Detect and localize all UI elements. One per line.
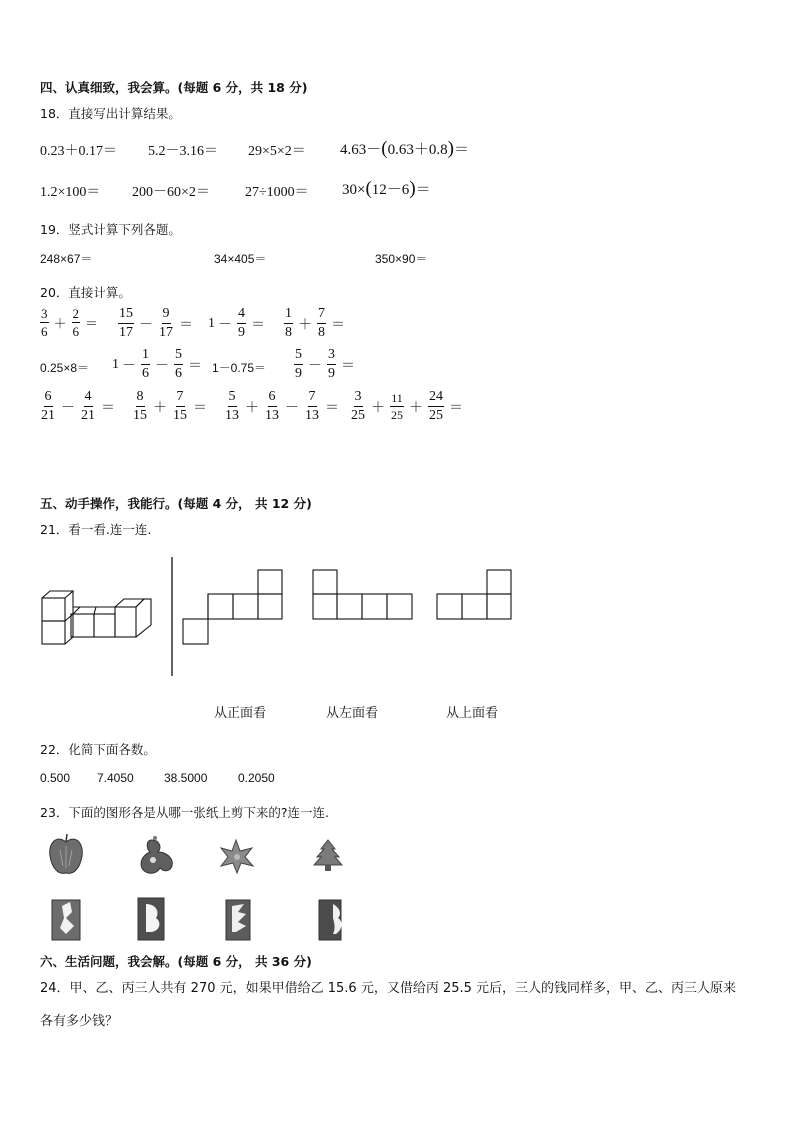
q24-line-1: 24．甲、乙、丙三人共有 270 元，如果甲借给乙 15.6 元，又借给丙 25.5 元后，三人的钱同样多，甲、乙、丙三人原来: [40, 981, 737, 996]
q18-expr-6: 200－60×2＝: [132, 185, 210, 200]
q18-expr-7: 27÷1000＝: [245, 185, 309, 200]
q20-title: 20．直接计算。: [40, 285, 131, 300]
section-6-heading: 六、生活问题，我会解。(每题 6 分， 共 36 分): [40, 954, 312, 969]
q22-number-3: 38.5000: [164, 771, 208, 785]
section-4-heading: 四、认真细致，我会算。(每题 6 分，共 18 分): [40, 80, 308, 95]
q22-number-4: 0.2050: [238, 771, 275, 785]
q19-title: 19．竖式计算下列各题。: [40, 222, 181, 237]
q22-number-1: 0.500: [40, 771, 71, 785]
q20-expr-12: $\frac{3}{25}$ ＋ $\frac{11}{25}$ ＋ $\frac{24}{25}$ ＝: [351, 389, 463, 423]
gourd-icon: [141, 836, 172, 873]
q20-expr-7: 1－0.75＝: [212, 361, 267, 375]
paper-sheet-3: [226, 900, 250, 940]
q20-expr-1: $\frac{3}{6}$ ＋ $\frac{2}{6}$ ＝: [41, 306, 99, 339]
q18-expr-4: 4.63－(0.63＋0.8)＝: [340, 138, 469, 159]
q20-expr-10: $\frac{8}{15}$ ＋ $\frac{7}{15}$ ＝: [133, 389, 207, 423]
q22-number-2: 7.4050: [97, 771, 134, 785]
q18-title: 18．直接写出计算结果。: [40, 106, 181, 121]
paper-sheet-4: [319, 900, 342, 940]
q22-title: 22．化简下面各数。: [40, 742, 156, 757]
view-label-top: 从上面看: [446, 706, 499, 721]
paper-sheet-1: [52, 900, 80, 940]
q24-line-2: 各有多少钱？: [40, 1014, 119, 1029]
q20-expr-6: 1 － $\frac{1}{6}$ － $\frac{5}{6}$ ＝: [112, 347, 202, 381]
q19-item-3: 350×90＝: [375, 252, 428, 266]
q18-expr-8: 30×(12－6)＝: [342, 178, 431, 199]
q18-expr-1: 0.23＋0.17＝: [40, 144, 117, 159]
view-label-front: 从正面看: [214, 706, 267, 721]
q20-expr-11: $\frac{5}{13}$ ＋ $\frac{6}{13}$ － $\frac{7}{13}$ ＝: [225, 389, 339, 423]
tree-icon: [314, 840, 342, 871]
q20-expr-8: $\frac{5}{9}$ － $\frac{3}{9}$ ＝: [295, 347, 355, 381]
q20-expr-2: $\frac{15}{17}$ － $\frac{9}{17}$ ＝: [119, 306, 193, 340]
q23-title: 23．下面的图形各是从哪一张纸上剪下来的?连一连.: [40, 805, 330, 820]
q20-expr-3: 1 － $\frac{4}{9}$ ＝: [208, 306, 265, 340]
flower-icon: [221, 840, 253, 873]
q20-expr-4: $\frac{1}{8}$ ＋ $\frac{7}{8}$ ＝: [285, 306, 345, 340]
q20-expr-9: $\frac{6}{21}$ － $\frac{4}{21}$ ＝: [41, 389, 115, 423]
apple-icon: [50, 834, 83, 873]
view-label-left: 从左面看: [326, 706, 379, 721]
q19-item-2: 34×405＝: [214, 252, 267, 266]
q19-item-1: 248×67＝: [40, 252, 93, 266]
paper-sheet-2: [138, 898, 164, 940]
q21-title: 21．看一看.连一连.: [40, 522, 152, 537]
q18-expr-5: 1.2×100＝: [40, 185, 101, 200]
section-5-heading: 五、动手操作，我能行。(每题 4 分， 共 12 分): [40, 496, 312, 511]
q18-expr-2: 5.2－3.16＝: [148, 144, 218, 159]
q18-expr-3: 29×5×2＝: [248, 144, 306, 159]
q20-expr-5: 0.25×8＝: [40, 361, 90, 375]
